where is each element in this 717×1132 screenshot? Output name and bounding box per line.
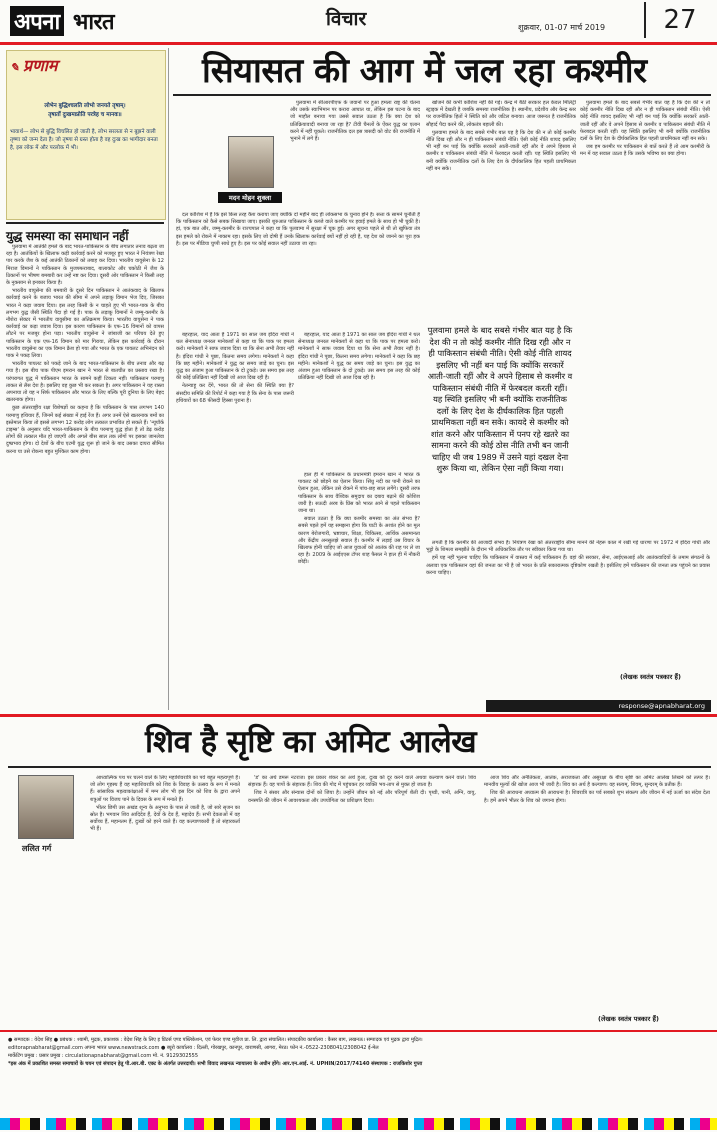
author-photo <box>228 136 274 188</box>
brand-logo <box>10 6 114 36</box>
pranam-title: ✎ प्रणाम <box>10 54 57 76</box>
author-note: (लेखक स्वतंत्र पत्रकार हैं) <box>598 1015 659 1023</box>
main-article-column-bottom <box>426 540 710 664</box>
paragraph: लगती है कि कश्मीर की आजादी संभव है। नियंत्रण रेखा को अंतरराष्ट्रीय सीमा मानने की नेहरू काल में रखी गई धारणा पर 1972 में इंदिरा गांधी और भुट्टो के शिमला समझौते के दौरान भी अधिकारिक तौर पर स्वीकार किया गया था। <box>426 540 710 554</box>
side-article-body <box>6 244 164 706</box>
main-article-column-2 <box>298 332 420 472</box>
second-article-column-2 <box>248 775 476 1025</box>
second-article-column-3 <box>484 775 710 1005</box>
print-color-bar <box>0 1118 717 1130</box>
paragraph: हमें यह नहीं भूलना चाहिए कि पाकिस्तान में वास्तव में कई पाकिस्तान हैं। वहां की सरकार, सेना, आईएसआई और आतंकवादियों के तमाम संगठनों के अलावा एक पाकिस्तान वहां की जनता का भी है जो भारत के प्रति सकारात्मक दृष्टिकोण रखती है। इसीलिए हमें पाकिस्तान की जनता तक पहुंचने का प्रयास करना चाहिए। <box>426 555 710 576</box>
main-article-column-2b <box>298 472 420 704</box>
headline-rule <box>8 766 711 768</box>
section-divider <box>0 714 717 717</box>
paragraph: नेतन्याहू कर देंगे, भारत की तो सेना की स्थिति क्या है? संसदीय समिति की रिपोर्ट में कहा गया है कि सेना के पास जरूरी हथियारों का 68 फीसदी हिस्सा पुराना है। <box>176 383 294 404</box>
brand-box: अपना <box>10 6 64 36</box>
brand-text: भारत <box>65 9 115 35</box>
paragraph: बहरहाल, याद आता है 1971 का साल जब इंदिरा गांधी ने थल सेनाध्यक्ष जनरल मानेकशॉ से कहा था कि पाक पर हमला करो। मानेकशॉ ने साफ जवाब दिया था कि सेना अभी तैयार नहीं है। इंदिरा गांधी ने पूछा, कितना समय लगेगा। मानेकशॉ ने कहा कि छह महीने। मानेकशॉ ने युद्ध का समय जाड़े का चुना। इस युद्ध का अंजाम हुआ पाकिस्तान के दो टुकड़े। उस समय इस तरह की कोई प्रतिक्रिया नहीं दिखी जो आज दिख रही है। <box>298 332 420 382</box>
pull-quote: पुलवामा हमले के बाद सबसे गंभीर बात यह है कि देश की न तो कोई कश्मीर नीति दिख रही और न ही पाकिस्तान संबंधी नीति। ऐसी कोई नीति शायद इसलिए भी नहीं बन पाई कि क्योंकि सरकारें आती-जाती रहीं और वे अपने हिसाब से कश्मीर व पाकिस्तान संबंधी नीति में फेरबदल करती रहीं। यह स्थिति इसलिए भी बनी क्योंकि राजनीतिक दलों के लिए देश के दीर्घकालिक हित पहली प्राथमिकता नहीं बन सके। कायदे से कश्मीर को शांत करने और पाकिस्तान में पनप रहे खतरे का सामना करने की कोई ठोस नीति तभी बन जानी चाहिए थी जब 1989 में उसने यहां दखल देना शुरू किया था, लेकिन ऐसा नहीं किया गया। <box>427 325 573 473</box>
imprint-text <box>8 1036 708 1068</box>
author-photo <box>18 775 74 839</box>
paragraph: भारतीय वायुसेना की बमबारी के दूसरे दिन पाकिस्तान ने आतंकवाद के खिलाफ कार्रवाई करने के बजाय भारत की सीमा में अपने लड़ाकू विमान भेज दिए, जिसका भारत ने कड़ा जवाब दिया। इस तरह किसी के न चाहते हुए भी भारत-पाक के बीच लगभग युद्ध जैसी स्थिति पैदा हो गई है। पाक के लड़ाकू विमानों ने जम्मू-कश्मीर के नौशेरा सेक्टर में भारतीय वायुसीमा का अतिक्रमण किया। भारतीय वायुसेना ने पाक कार्रवाई का कड़ा जवाब दिया। इस कारण पाकिस्तान के एफ-16 विमानों को वापस लौटने पर मजबूर होना पड़ा। भारतीय वायुसेना ने जांबाजी का परिचय देते हुए पाकिस्तान के एक एफ-16 विमान को मार गिराया, लेकिन इस कार्रवाई के दौरान भारतीय वायुसेना का एक विमान क्रैश हो गया और भारत के एक पायलट अभिनंदन को पाक ने पकड़ लिया। <box>6 288 164 360</box>
paragraph: कुछ अंतरराष्ट्रीय रक्षा विशेषज्ञों का कहना है कि पाकिस्तान के पास लगभग 140 परमाणु हथियार हैं, जिनमें कई संख्या में हाई रेंज हैं। अगर उनमें ऐसे खतरनाक बमों का इस्तेमाल किया तो इससे लगभग 12 करोड़ लोग तत्काल प्रभावित हो सकते हैं। 'न्यूयॉर्क टाइम्स' के अनुसार यदि भारत-पाकिस्तान के बीच परमाणु युद्ध होता है तो डेढ़ करोड़ लोगों की तत्काल मौत हो जाएगी और अगले बीस साल तक लोगों पर इसका जानलेवा दुष्प्रभाव होगा। दो देशों के बीच एटमी युद्ध शुरू हो जाने के बाद उसका दायरा सीमित करना या उसे रोकना बहुत मुश्किल काम होगा। <box>6 405 164 455</box>
headline-rule <box>173 94 711 96</box>
author-name: मदन मोहन शुक्ला <box>218 192 282 203</box>
paragraph: खोजने की कभी कोशिश नहीं की गई। केन्द्र में बैठी सरकार हल केवल मिलिट्री स्ट्राइक में देखती है जबकि समस्या राजनीतिक है। स्थानीय, प्रदेशीय और केन्द्र स्तर पर राजनीतिक हितों ने स्थिति को और जटिल बनाया। आज जरूरत है राजनीतिक सौहार्द पैदा करने की, लोकतंत्र बहाली की। <box>426 100 576 128</box>
paragraph: शिव की आराधना अध्यात्म की आराधना है। शिवरात्रि का पर्व सबको शुभ संकल्प और जीवन में नई ऊर्जा का संदेश देता है। हमें अपने भीतर के शिव को जगाना होगा। <box>484 790 710 804</box>
paragraph: भारतीय पायलट को पकड़े जाने के बाद भारत-पाकिस्तान के बीच तनाव और बढ़ गया है। इस बीच पाक पीएम इमरान खान ने भारत से बातचीत का प्रस्ताव रखा है। परंपरागत युद्ध में पाकिस्तान भारत के सामने कहीं टिकता नहीं। पाकिस्तान परमाणु ताकत से लैस देश है। इसलिए वह कुछ भी कर सकता है। अगर पाकिस्तान ने यह रास्ता अपनाया तो यह न सिर्फ पाकिस्तान और भारत के लिए बल्कि पूरी दुनिया के लिए बेहद खतरनाक होगा। <box>6 361 164 404</box>
pranam-meaning: भावार्थ— लोभ से बुद्धि विचलित हो जाती है, लोभ सरलता से न बुझने वाली तृष्णा को जन्म देता है। जो तृष्णा से ग्रस्त होता है वह दुःख का भागीदार बनता है, इस लोक में और परलोक में भी। <box>10 129 158 151</box>
pranam-verse-line-1: लोभेन बुद्धिश्चलति लोभो जनयते तृषाम्। <box>44 103 126 109</box>
paragraph: आज शिव और अनैतिकता, आतंक, अराजकता और असुरक्षा के बीच सृष्टि का अमिट आलेख लिखने को तत्पर हैं। मानवीय मूल्यों की खोज आज भी जारी है। शिव का अर्थ है कल्याण। वह सत्यम्, शिवम्, सुन्दरम् के प्रतीक हैं। <box>484 775 710 789</box>
paragraph: बहरहाल, याद आता है 1971 का साल जब इंदिरा गांधी ने थल सेनाध्यक्ष जनरल मानेकशॉ से कहा था कि पाक पर हमला करो। मानेकशॉ ने साफ जवाब दिया था कि सेना अभी तैयार नहीं है। इंदिरा गांधी ने पूछा, कितना समय लगेगा। मानेकशॉ ने कहा कि छह महीने। मानेकशॉ ने युद्ध का समय जाड़े का चुना। इस युद्ध का अंजाम हुआ पाकिस्तान के दो टुकड़े। उस समय इस तरह की कोई प्रतिक्रिया नहीं दिखी जो आज दिख रही है। <box>176 332 294 382</box>
paragraph: सवाल उठता है कि क्या कश्मीर समस्या का अंत संभव है? सबसे पहले हमें यह समझना होगा कि घाटी के अशांत होने का मूल कारण बेरोजगारी, भ्रष्टाचार, शिक्षा, चिकित्सा, आर्थिक असमानता और केंद्रीय अनसुलझे सवाल हैं। कश्मीर में लड़ाई उस विचार के खिलाफ होनी चाहिए जो आज युवाओं को आतंक की राह पर ले जा रहा है। 2009 के आईएएस टॉपर शाह फैसल ने हाल ही में नौकरी छोड़ी। <box>298 516 420 566</box>
main-article-column-1b <box>176 212 420 332</box>
paragraph: पुलवामा हमले के बाद सबसे गंभीर बात यह है कि देश की न तो कोई कश्मीर नीति दिख रही और न ही पाकिस्तान संबंधी नीति। ऐसी कोई नीति शायद इसलिए भी नहीं बन पाई कि क्योंकि सरकारें आती-जाती रहीं और वे अपने हिसाब से कश्मीर व पाकिस्तान संबंधी नीति में फेरबदल करती रहीं। यह स्थिति इसलिए भी बनी क्योंकि राजनीतिक दलों के लिए देश के दीर्घकालिक हित पहली प्राथमिकता नहीं बन सके। <box>580 100 710 143</box>
section-title: विचार <box>326 8 367 30</box>
paragraph: पुलवामा में सीआरपीएफ के जवानों पर हुआ हमला राष्ट्र की चेतना और उसके स्वाभिमान पर करारा आघात था, लेकिन इस घटना के बाद जो माहौल बनाया गया उससे सवाल उठता है कि क्या देश को प्रतिक्रियावादी बनाया जा रहा है? टीवी चैनलों के ऐंकर युद्ध का एलान करने में नहीं चूकते। राजनीतिक दल इस त्रासदी को वोट की राजनीति में भुनाने में लगे हैं। <box>290 100 420 143</box>
page-number: 27 <box>644 2 714 38</box>
paragraph: हाल ही में पाकिस्तान के प्रधानमंत्री इमरान खान ने भारत के पायलट को छोड़ने का ऐलान किया। सिंधु नदी का पानी रोकने का ऐलान हुआ, लेकिन उसे रोकने में पांच-छह साल लगेंगे। दूसरी तरफ पाकिस्तान के साथ वैश्विक समुदाय का दबाव बढ़ाने की कोशिश जारी है। सऊदी अरब के प्रिंस को भारत आने से पहले पाकिस्तान जाना था। <box>298 472 420 515</box>
main-article-column-4 <box>580 100 710 530</box>
response-email[interactable]: response@apnabharat.org <box>486 700 711 712</box>
imprint-line: ● सम्पादक : वेदेश सिंह ● प्रबंधक : श्यामी, मुद्रक, प्रकाशक : वेदेश सिंह के लिए इ प्रिंटर्स एण्ड पब्लिकेशन, एवं फेयर एण्ड मूवीज प्रा. लि. द्वारा संचालित। संपादकीय कार्यालय : कैसर बाग, लखनऊ। सम्पादक एवं मुद्रक द्वारा मुद्रित। <box>8 1037 423 1043</box>
second-article-column-1 <box>90 775 240 1025</box>
date-line: शुक्रवार, 01-07 मार्च 2019 <box>518 23 606 32</box>
paragraph: पुलवामा में आतंकी हमले के बाद भारत-पाकिस्तान के बीच लगातार तनाव बढ़ता जा रहा है। आतंकियों के खिलाफ कड़ी कार्रवाई करने को मजबूर हुए भारत ने नियंत्रण रेखा पार करके जैश के कई आतंकी ठिकानों को तबाह कर दिया। भारतीय वायुसेना के 12 मिराज विमानों ने पाकिस्तान के मुजफ्फराबाद, बालाकोट और चकोठी में जैश के ठिकानों पर भीषण बमबारी कर उन्हें नष्ट कर दिया। दूसरी ओर पाकिस्तान ने किसी तरह के नुकसान से इनकार किया है। <box>6 244 164 287</box>
second-headline: शिव है सृष्टि का अमिट आलेख <box>145 724 477 760</box>
paragraph: भीतर छिपी उस अखंड शून्य के अनुभव के पास ले जाती है, जो सारे सृजन का स्रोत है। भगवान शिव आदिदेव हैं, देवों के देव हैं, महादेव हैं। सभी देवताओं में वह सर्वोच्च हैं, महानतम हैं, दुःखों को हरने वाले हैं। वह कल्याणकारी हैं तो संहारकर्ता भी हैं। <box>90 804 240 833</box>
author-name: ललित गर्ग <box>22 844 52 853</box>
main-article-column-1c <box>176 332 294 704</box>
main-article-column-1a <box>290 100 420 230</box>
paragraph: दल कोशिश में हैं कि इसे किस तरह कैश कराया जाए क्योंकि दो महीने बाद ही लोकसभा के चुनाव होने हैं। सत्ता के सामने चुनौती है कि पाकिस्तान को कैसे सबक सिखाया जाए। इसकी शुरुआत पाकिस्तान के कब्जे वाले कश्मीर पर हवाई हमले के साथ हो भी चुकी है। हां, एक बात और, जम्मू-कश्मीर के राज्यपाल ने कहा था कि पुलवामा में सुरक्षा में चूक हुई। अगर सूचना पहले से थी तो खुफिया तंत्र इस हमले को रोकने में नाकाम रहा। इसके लिए जो दोषी हैं उनके खिलाफ कार्रवाई क्यों नहीं हो रही है, यह देश को जानने का पूरा हक है। इस पर मीडिया चुप्पी साधे हुए है। इस पर कोई सवाल नहीं उठाया जा रहा। <box>176 212 420 247</box>
imprint-line: editorapnabharat@gmail.com अपना भारत www.newstrack.com ● ब्यूरो कार्यालय : दिल्ली, गोरखपुर, कानपुर, वाराणसी, आगरा, मेरठ। फोन नं.-0522-2308041/2308042 ई-मेल <box>8 1045 379 1051</box>
paragraph: जब हम कश्मीर पर पाकिस्तान से बातें करते हैं तो आम कश्मीरी के मन में यह सवाल उठता है कि उसके भविष्य का क्या होगा। <box>580 144 710 158</box>
column-divider <box>168 48 169 710</box>
main-article-column-3 <box>426 100 576 320</box>
pranam-verse-line-2: तृषार्तो दुःखमाप्नोति परत्रेह च मानवः॥ <box>48 112 122 118</box>
paragraph: आध्यात्मिक पथ पर चलने वाले के लिए महाशिवरात्रि का पर्व बहुत महत्वपूर्ण है। जो लोग गृहस्थ हैं वह महाशिवरात्रि को शिव के विवाह के उत्सव के रूप में मनाते हैं। सांसारिक महत्वाकांक्षाओं में मग्न लोग भी इस दिन को शिव के द्वारा अपने शत्रुओं पर विजय पाने के दिवस के रूप में मनाते हैं। <box>90 775 240 803</box>
imprint-line: *इस अंक में प्रकाशित समस्त समाचारों के चयन एवं संपादन हेतु पी.आर.बी. एक्ट के अंतर्गत उत्तरदायी। सभी विवाद लखनऊ न्यायालय के अधीन होंगे। आर.एन.आई. नं. UPHIN/2017/74140 संस्थापक : राजकिशोर गुप्ता <box>8 1061 423 1067</box>
paragraph: 'ड' का अर्थ डमरू नटराज। इस प्रकार शंकर का अर्थ हुआ, दुःख को दूर करने वाले अथवा कल्याण करने वाले। शिव संहारक हैं। वह पापों के संहारक हैं। शिव की गोद में पहुंचकर हर व्यक्ति भय-ताप से मुक्त हो जाता है। <box>248 775 476 789</box>
paragraph: पुलवामा हमले के बाद सबसे गंभीर बात यह है कि देश की न तो कोई कश्मीर नीति दिख रही और न ही पाकिस्तान संबंधी नीति। ऐसी कोई नीति शायद इसलिए भी नहीं बन पाई कि क्योंकि सरकारें आती-जाती रहीं और वे अपने हिसाब से कश्मीर व पाकिस्तान संबंधी नीति में फेरबदल करती रहीं। यह स्थिति इसलिए भी बनी क्योंकि राजनीतिक दलों के लिए देश के दीर्घकालिक हित पहली प्राथमिकता नहीं बन सके। <box>426 129 576 172</box>
author-note: (लेखक स्वतंत्र पत्रकार हैं) <box>620 673 681 681</box>
side-article-headline: युद्ध समस्या का समाधान नहीं <box>6 222 164 244</box>
paragraph: शिव ने संसार और संन्यास दोनों को जिया है। उन्होंने जीवन को नई और परिपूर्ण शैली दी। पृथ्वी, पानी, अग्नि, वायु, वनस्पति की जीवन में आवश्यकता और उपयोगिता का प्रशिक्षण दिया। <box>248 790 476 804</box>
main-headline: सियासत की आग में जल रहा कश्मीर <box>202 51 647 91</box>
imprint-line: मार्केटिंग प्रमुख : प्रसार प्रमुख : circulationapnabharat@gmail.com मो. नं. 9129302555 <box>8 1053 199 1059</box>
